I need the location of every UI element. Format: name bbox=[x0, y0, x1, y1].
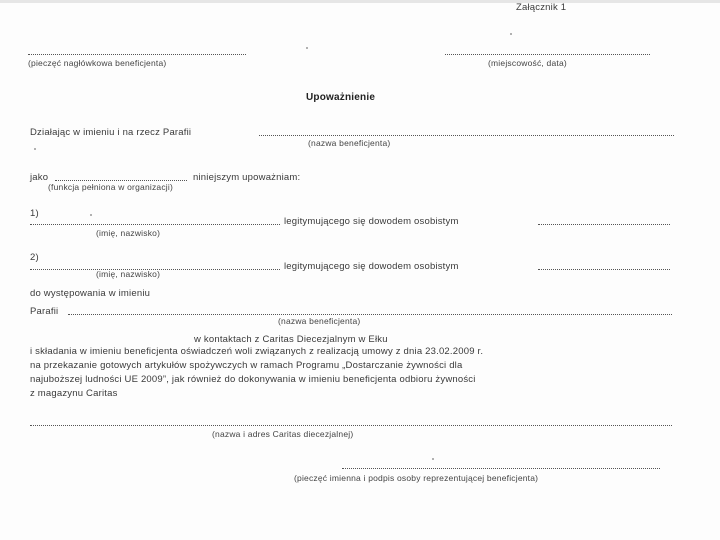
attachment-label: Załącznik 1 bbox=[516, 2, 567, 13]
person2-id-text: legitymującego się dowodem osobistym bbox=[284, 261, 459, 272]
scan-speck bbox=[510, 33, 512, 35]
place-date-line bbox=[445, 54, 650, 55]
signature-caption: (pieczęć imienna i podpis osoby reprezentującej beneficjenta) bbox=[294, 473, 539, 483]
scan-speck bbox=[34, 148, 36, 150]
function-caption: (funkcja pełniona w organizacji) bbox=[48, 182, 173, 192]
body-line-2: na przekazanie gotowych artykułów spożywczych w ramach Programu „Dostarczanie żywności dla bbox=[30, 360, 463, 371]
caritas-caption: (nazwa i adres Caritas diecezjalnej) bbox=[212, 429, 354, 439]
person1-id-line bbox=[538, 224, 670, 225]
scan-speck bbox=[306, 47, 308, 49]
document-title: Upoważnienie bbox=[306, 92, 376, 103]
person1-caption: (imię, nazwisko) bbox=[96, 228, 161, 238]
parish-line-2 bbox=[68, 314, 672, 315]
beneficiary-caption-2: (nazwa beneficjenta) bbox=[278, 316, 361, 326]
person1-number: 1) bbox=[30, 208, 39, 219]
scan-edge bbox=[0, 0, 720, 3]
signature-line bbox=[342, 468, 660, 469]
scan-speck bbox=[90, 214, 92, 216]
stamp-caption: (pieczęć nagłówkowa beneficjenta) bbox=[28, 58, 167, 68]
body-line-1: i składania w imieniu beneficjenta oświadczeń woli związanych z realizacją umowy z dnia 23.02.2009 r. bbox=[30, 346, 484, 357]
body-line-3: najuboższej ludności UE 2009”, jak również do dokonywania w imieniu beneficjenta odbioru żywności bbox=[30, 374, 476, 385]
person1-name-line bbox=[30, 224, 280, 225]
representation-text: do występowania w imieniu bbox=[30, 288, 151, 299]
caritas-line bbox=[30, 425, 672, 426]
body-line-4: z magazynu Caritas bbox=[30, 388, 118, 399]
person2-caption: (imię, nazwisko) bbox=[96, 269, 161, 279]
scan-speck bbox=[432, 458, 434, 460]
acting-text: Działając w imieniu i na rzecz Parafii bbox=[30, 127, 192, 138]
beneficiary-caption-1: (nazwa beneficjenta) bbox=[308, 138, 391, 148]
person2-id-line bbox=[538, 269, 670, 270]
contacts-text: w kontaktach z Caritas Diecezjalnym w Ełku bbox=[194, 334, 388, 345]
as-label: jako bbox=[30, 172, 49, 183]
person2-number: 2) bbox=[30, 252, 39, 263]
function-line bbox=[55, 180, 187, 181]
authorize-text: niniejszym upoważniam: bbox=[193, 172, 301, 183]
place-date-caption: (miejscowość, data) bbox=[488, 58, 567, 68]
parish-label: Parafii bbox=[30, 306, 59, 317]
parish-name-line bbox=[259, 135, 674, 136]
stamp-line bbox=[28, 54, 246, 55]
person1-id-text: legitymującego się dowodem osobistym bbox=[284, 216, 459, 227]
